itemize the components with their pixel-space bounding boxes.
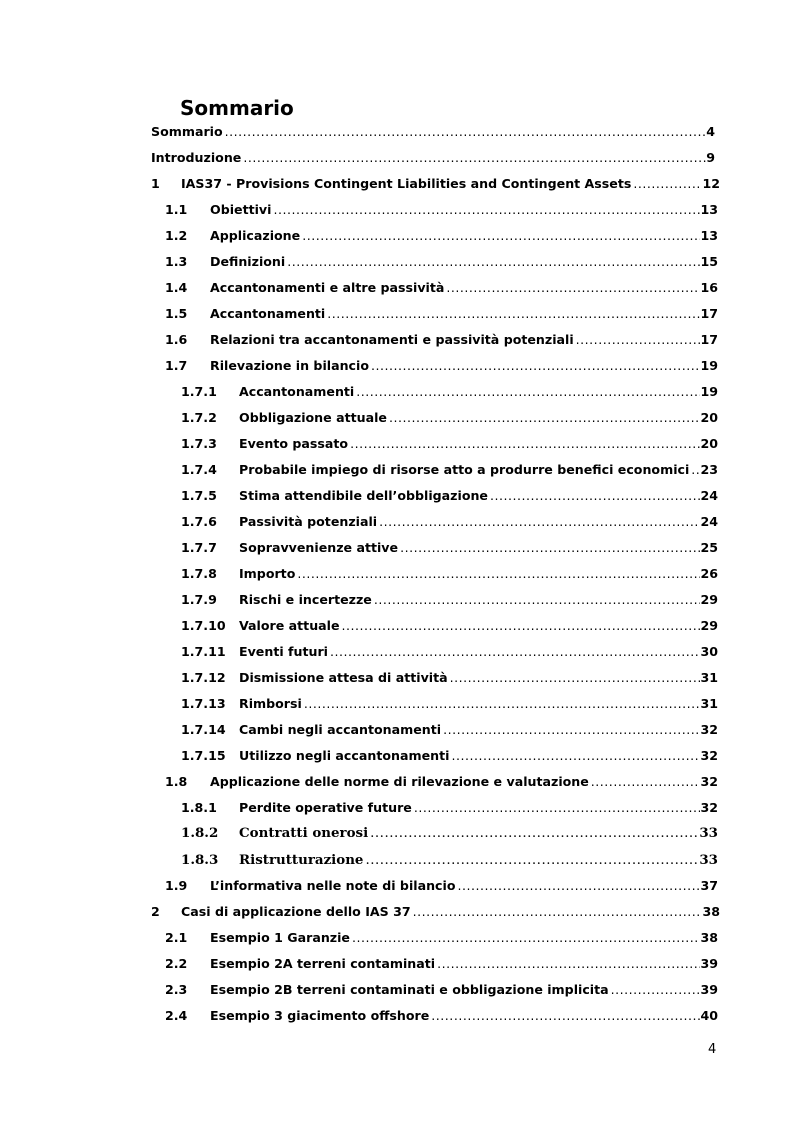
- toc-entry-label: Applicazione: [210, 228, 301, 243]
- toc-entry-number: 2.2: [165, 956, 188, 971]
- toc-dot-leader: [363, 851, 699, 871]
- page-number: 4: [708, 1042, 717, 1057]
- toc-entry-number: 1.7.6: [181, 514, 217, 529]
- toc-entry-page: 31: [700, 696, 718, 711]
- toc-entry-label: Esempio 1 Garanzie: [210, 930, 350, 945]
- toc-entry-number: 2.3: [165, 982, 188, 997]
- toc-entry-number: 1.8.1: [181, 800, 217, 815]
- toc-entry-label: L’informativa nelle note di bilancio: [210, 878, 456, 893]
- toc-dot-leader: [609, 980, 701, 1000]
- toc-dot-leader: [300, 226, 700, 246]
- toc-entry-subsection[interactable]: [181, 382, 718, 402]
- toc-entry-section[interactable]: [165, 1006, 718, 1026]
- toc-dot-leader: [325, 304, 700, 324]
- toc-entry-label: IAS37 - Provisions Contingent Liabilities and Contingent Assets: [181, 176, 632, 191]
- toc-entry-page: 32: [700, 800, 718, 815]
- toc-dot-leader: [441, 720, 700, 740]
- toc-entry-number: 1.8.2: [181, 825, 219, 841]
- toc-entry-label: Introduzione: [151, 150, 242, 165]
- toc-entry-subsection[interactable]: [181, 798, 718, 818]
- toc-dot-leader: [348, 434, 700, 454]
- toc-entry-section[interactable]: [165, 356, 718, 376]
- toc-entry-page: 13: [700, 202, 718, 217]
- toc-entry-number: 1.9: [165, 878, 188, 893]
- toc-entry-page: 19: [700, 384, 718, 399]
- toc-entry-page: 4: [706, 124, 715, 139]
- toc-entry-chapter[interactable]: [151, 902, 720, 922]
- toc-entry-number: 1.3: [165, 254, 188, 269]
- toc-entry-sommario[interactable]: [151, 122, 715, 142]
- toc-entry-number: 1.2: [165, 228, 188, 243]
- toc-dot-leader: [295, 564, 700, 584]
- toc-entry-subsection[interactable]: [181, 564, 718, 584]
- toc-entry-number: 1.7.5: [181, 488, 217, 503]
- toc-entry-number: 2.4: [165, 1008, 188, 1023]
- toc-entry-page: 33: [699, 825, 718, 841]
- toc-dot-leader: [241, 148, 706, 168]
- toc-entry-page: 19: [700, 358, 718, 373]
- toc-dot-leader: [223, 122, 707, 142]
- toc-dot-leader: [488, 486, 700, 506]
- toc-dot-leader: [350, 928, 700, 948]
- toc-entry-page: 29: [700, 592, 718, 607]
- toc-entry-label: Sommario: [151, 124, 223, 139]
- toc-entry-page: 37: [700, 878, 718, 893]
- toc-entry-label: Cambi negli accantonamenti: [239, 722, 442, 737]
- toc-entry-subsection[interactable]: [181, 486, 718, 506]
- toc-entry-number: 1.8.3: [181, 852, 219, 868]
- toc-entry-page: 24: [700, 514, 718, 529]
- toc-entry-section[interactable]: [165, 876, 718, 896]
- toc-entry-label: Perdite operative future: [239, 800, 412, 815]
- toc-dot-leader: [285, 252, 700, 272]
- toc-entry-number: 1.7.15: [181, 748, 226, 763]
- toc-dot-leader: [387, 408, 701, 428]
- toc-dot-leader: [435, 954, 700, 974]
- toc-entry-section[interactable]: [165, 772, 718, 792]
- toc-entry-label: Contratti onerosi: [239, 825, 369, 841]
- toc-entry-label: Importo: [239, 566, 296, 581]
- toc-entry-page: 38: [700, 930, 718, 945]
- toc-dot-leader: [689, 460, 700, 480]
- toc-entry-page: 29: [700, 618, 718, 633]
- toc-entry-section[interactable]: [165, 330, 718, 350]
- toc-entry-label: Valore attuale: [239, 618, 340, 633]
- toc-entry-label: Utilizzo negli accantonamenti: [239, 748, 450, 763]
- toc-dot-leader: [449, 746, 700, 766]
- toc-entry-section[interactable]: [165, 226, 718, 246]
- toc-entry-label: Accantonamenti: [239, 384, 355, 399]
- toc-entry-label: Rischi e incertezze: [239, 592, 372, 607]
- toc-dot-leader: [302, 694, 701, 714]
- toc-entry-number: 1.8: [165, 774, 188, 789]
- toc-entry-section[interactable]: [165, 278, 718, 298]
- toc-entry-page: 24: [700, 488, 718, 503]
- toc-entry-label: Probabile impiego di risorse atto a produrre benefici economici: [239, 462, 690, 477]
- toc-dot-leader: [372, 590, 701, 610]
- toc-dot-leader: [340, 616, 701, 636]
- toc-dot-leader: [631, 174, 702, 194]
- toc-entry-page: 12: [702, 176, 720, 191]
- toc-dot-leader: [444, 278, 700, 298]
- toc-entry-number: 1.1: [165, 202, 188, 217]
- toc-entry-subsection[interactable]: [181, 850, 718, 870]
- toc-dot-leader: [574, 330, 701, 350]
- toc-entry-subsection[interactable]: [181, 616, 718, 636]
- toc-entry-number: 1.4: [165, 280, 188, 295]
- toc-entry-page: 30: [700, 644, 718, 659]
- toc-entry-number: 1.7.3: [181, 436, 217, 451]
- toc-entry-label: Dismissione attesa di attività: [239, 670, 448, 685]
- toc-entry-number: 1.7.13: [181, 696, 226, 711]
- toc-entry-number: 1.7: [165, 358, 188, 373]
- toc-dot-leader: [398, 538, 700, 558]
- toc-entry-label: Eventi futuri: [239, 644, 328, 659]
- toc-entry-number: 1.7.9: [181, 592, 217, 607]
- toc-entry-page: 9: [706, 150, 715, 165]
- toc-entry-page: 20: [700, 410, 718, 425]
- toc-entry-subsection[interactable]: [181, 512, 718, 532]
- toc-entry-number: 1.7.8: [181, 566, 217, 581]
- toc-entry-page: 32: [700, 722, 718, 737]
- toc-entry-page: 25: [700, 540, 718, 555]
- toc-entry-page: 17: [700, 306, 718, 321]
- toc-entry-number: 1.7.1: [181, 384, 217, 399]
- toc-entry-section[interactable]: [165, 980, 718, 1000]
- toc-entry-label: Esempio 3 giacimento offshore: [210, 1008, 430, 1023]
- toc-dot-leader: [429, 1006, 700, 1026]
- toc-dot-leader: [271, 200, 700, 220]
- toc-entry-page: 23: [700, 462, 718, 477]
- toc-entry-number: 1: [151, 176, 160, 191]
- toc-entry-page: 17: [700, 332, 718, 347]
- toc-entry-page: 39: [700, 956, 718, 971]
- toc-dot-leader: [328, 642, 700, 662]
- toc-entry-page: 32: [700, 748, 718, 763]
- toc-entry-label: Applicazione delle norme di rilevazione e valutazione: [210, 774, 589, 789]
- toc-entry-number: 1.7.4: [181, 462, 217, 477]
- toc-entry-subsection[interactable]: [181, 694, 718, 714]
- toc-entry-subsection[interactable]: [181, 823, 718, 843]
- toc-entry-page: 15: [700, 254, 718, 269]
- toc-entry-number: 2: [151, 904, 160, 919]
- toc-entry-number: 1.5: [165, 306, 188, 321]
- toc-entry-label: Sopravvenienze attive: [239, 540, 399, 555]
- toc-entry-page: 20: [700, 436, 718, 451]
- toc-entry-section[interactable]: [165, 954, 718, 974]
- toc-entry-label: Esempio 2A terreni contaminati: [210, 956, 436, 971]
- toc-entry-page: 32: [700, 774, 718, 789]
- toc-entry-subsection[interactable]: [181, 720, 718, 740]
- toc-entry-number: 1.7.10: [181, 618, 226, 633]
- toc-entry-label: Stima attendibile dell’obbligazione: [239, 488, 488, 503]
- toc-entry-section[interactable]: [165, 304, 718, 324]
- toc-dot-leader: [455, 876, 700, 896]
- toc-entry-page: 33: [699, 852, 718, 868]
- toc-dot-leader: [411, 902, 703, 922]
- toc-entry-section[interactable]: [165, 200, 718, 220]
- toc-entry-label: Relazioni tra accantonamenti e passività potenziali: [210, 332, 574, 347]
- toc-entry-subsection[interactable]: [181, 460, 718, 480]
- toc-entry-page: 39: [700, 982, 718, 997]
- toc-entry-subsection[interactable]: [181, 746, 718, 766]
- toc-entry-label: Evento passato: [239, 436, 349, 451]
- toc-entry-section[interactable]: [165, 928, 718, 948]
- page-title: Sommario: [180, 96, 294, 120]
- toc-dot-leader: [412, 798, 701, 818]
- toc-dot-leader: [354, 382, 700, 402]
- toc-entry-introduzione[interactable]: [151, 148, 715, 168]
- toc-entry-label: Casi di applicazione dello IAS 37: [181, 904, 411, 919]
- toc-entry-subsection[interactable]: [181, 408, 718, 428]
- toc-entry-label: Accantonamenti: [210, 306, 326, 321]
- toc-entry-label: Definizioni: [210, 254, 286, 269]
- toc-entry-page: 38: [702, 904, 720, 919]
- toc-entry-subsection[interactable]: [181, 434, 718, 454]
- toc-entry-subsection[interactable]: [181, 538, 718, 558]
- toc-entry-page: 16: [700, 280, 718, 295]
- toc-entry-page: 13: [700, 228, 718, 243]
- toc-entry-label: Passività potenziali: [239, 514, 378, 529]
- toc-dot-leader: [368, 824, 699, 844]
- toc-dot-leader: [377, 512, 700, 532]
- toc-entry-number: 1.7.11: [181, 644, 226, 659]
- toc-dot-leader: [589, 772, 701, 792]
- toc-entry-number: 2.1: [165, 930, 188, 945]
- toc-entry-label: Esempio 2B terreni contaminati e obbligazione implicita: [210, 982, 609, 997]
- toc-entry-label: Rilevazione in bilancio: [210, 358, 369, 373]
- toc-entry-label: Accantonamenti e altre passività: [210, 280, 445, 295]
- toc-dot-leader: [369, 356, 700, 376]
- toc-entry-subsection[interactable]: [181, 590, 718, 610]
- toc-entry-label: Obiettivi: [210, 202, 272, 217]
- toc-entry-number: 1.7.7: [181, 540, 217, 555]
- toc-entry-number: 1.6: [165, 332, 188, 347]
- toc-dot-leader: [448, 668, 701, 688]
- toc-entry-number: 1.7.2: [181, 410, 217, 425]
- toc-entry-page: 31: [700, 670, 718, 685]
- toc-entry-subsection[interactable]: [181, 668, 718, 688]
- toc-entry-number: 1.7.12: [181, 670, 226, 685]
- toc-entry-page: 40: [700, 1008, 718, 1023]
- toc-entry-number: 1.7.14: [181, 722, 226, 737]
- toc-entry-label: Ristrutturazione: [239, 852, 364, 868]
- toc-entry-chapter[interactable]: [151, 174, 720, 194]
- toc-entry-subsection[interactable]: [181, 642, 718, 662]
- toc-entry-label: Obbligazione attuale: [239, 410, 387, 425]
- toc-entry-page: 26: [700, 566, 718, 581]
- toc-entry-section[interactable]: [165, 252, 718, 272]
- toc-entry-label: Rimborsi: [239, 696, 302, 711]
